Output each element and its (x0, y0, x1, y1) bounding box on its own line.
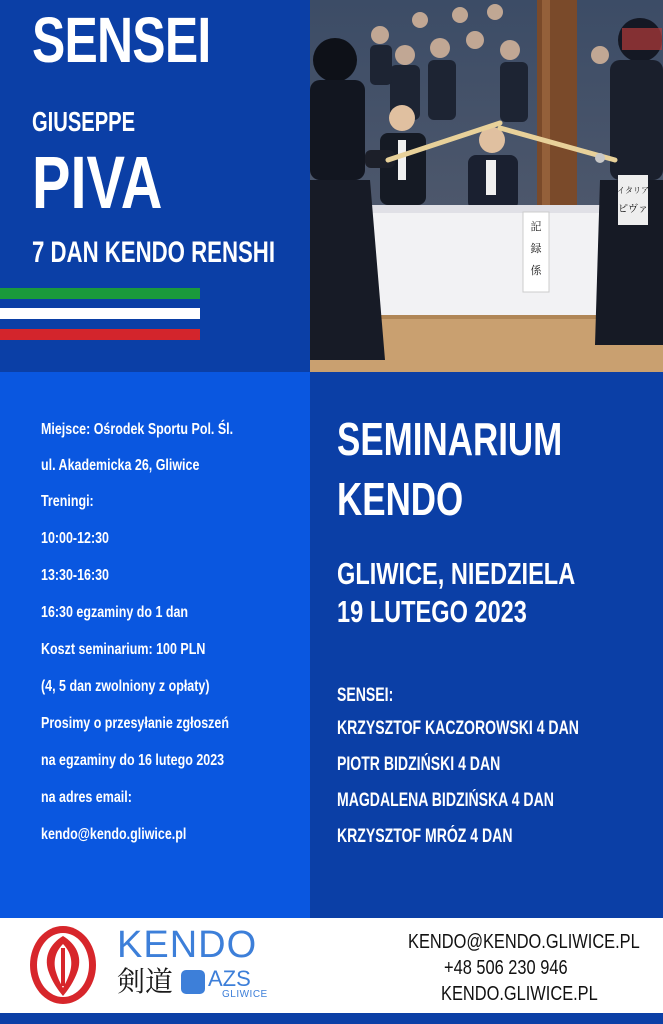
info-cost: Koszt seminarium: 100 PLN (41, 641, 206, 658)
seminar-panel (310, 372, 663, 918)
footer-email[interactable]: KENDO@KENDO.GLIWICE.PL (408, 931, 640, 953)
sensei-list-item: KRZYSZTOF KACZOROWSKI 4 DAN (337, 718, 579, 739)
footer-phone[interactable]: +48 506 230 946 (444, 957, 568, 979)
info-training-2: 13:30-16:30 (41, 567, 109, 584)
flag-stripe-red (0, 329, 200, 340)
info-address: ul. Akademicka 26, Gliwice (41, 457, 200, 474)
flag-stripe-white (0, 308, 200, 319)
seminar-title-line1: SEMINARIUM (337, 413, 563, 465)
sensei-list-item: PIOTR BIDZIŃSKI 4 DAN (337, 754, 501, 775)
sensei-list-item: MAGDALENA BIDZIŃSKA 4 DAN (337, 790, 554, 811)
table-sign-char-3: 係 (530, 264, 542, 277)
sensei-list-item: KRZYSZTOF MRÓZ 4 DAN (337, 826, 513, 847)
azs-logo-subtext: GLIWICE (222, 989, 268, 1000)
info-venue: Miejsce: Ośrodek Sportu Pol. Śl. (41, 421, 234, 438)
seminar-date-line1: GLIWICE, NIEDZIELA (337, 556, 576, 591)
club-emblem-icon (28, 924, 98, 1006)
kendo-match-photo (310, 0, 663, 372)
azs-logo-icon (181, 970, 205, 994)
info-exemption: (4, 5 dan zwolniony z opłaty) (41, 678, 210, 695)
info-exams: 16:30 egzaminy do 1 dan (41, 604, 189, 621)
info-email-link[interactable]: kendo@kendo.gliwice.pl (41, 826, 187, 843)
flag-stripe-green (0, 288, 200, 299)
back-label-line-2: ピヴァ (618, 204, 648, 215)
footer (0, 918, 663, 1013)
info-email-label: na adres email: (41, 789, 132, 806)
brand-kendo: KENDO (117, 924, 258, 966)
seminar-date-line2: 19 LUTEGO 2023 (337, 594, 527, 629)
sensei-list-label: SENSEI: (337, 685, 394, 706)
info-panel (0, 372, 310, 918)
table-sign-char-2: 録 (530, 242, 542, 255)
footer-bar (0, 1013, 663, 1024)
azs-logo-text: AZS (208, 966, 251, 991)
table-sign-char-1: 記 (530, 220, 542, 233)
info-trainings-label: Treningi: (41, 493, 94, 510)
back-label-line-1: イタリア (617, 186, 649, 195)
kendo-match-illustration (310, 0, 663, 372)
info-request: Prosimy o przesyłanie zgłoszeń (41, 715, 229, 732)
brand-kanji: 剣道 (117, 965, 174, 998)
sensei-rank: 7 DAN KENDO RENSHI (32, 236, 275, 269)
seminar-title-line2: KENDO (337, 473, 464, 525)
info-training-1: 10:00-12:30 (41, 530, 109, 547)
info-deadline: na egzaminy do 16 lutego 2023 (41, 752, 225, 769)
title-sensei: SENSEI (32, 4, 211, 76)
sensei-last-name: PIVA (32, 141, 163, 224)
sensei-first-name: GIUSEPPE (32, 106, 136, 137)
title-panel (0, 0, 310, 372)
footer-website[interactable]: KENDO.GLIWICE.PL (441, 983, 598, 1005)
